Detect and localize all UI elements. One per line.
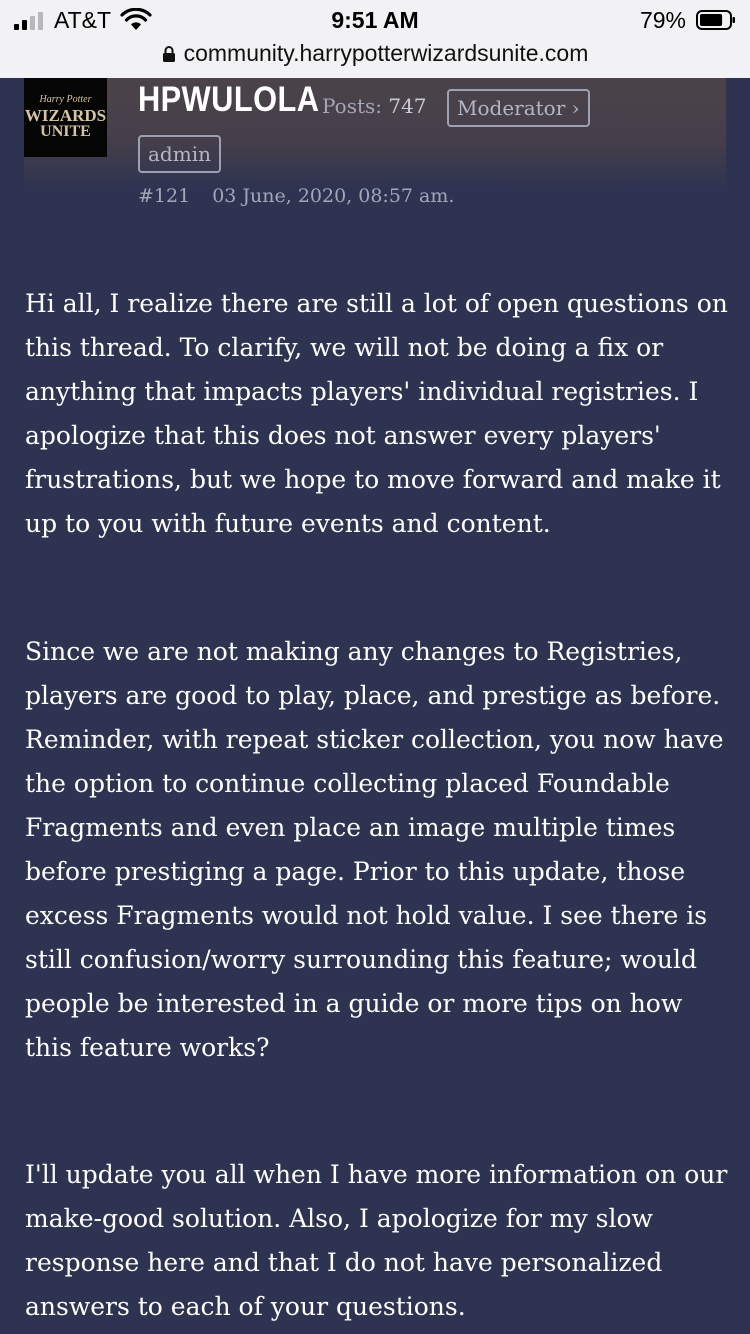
clock: 9:51 AM	[331, 7, 419, 33]
posts-count: 747	[388, 94, 427, 118]
post-meta	[138, 185, 454, 207]
battery-percent: 79%	[639, 7, 686, 33]
moderator-badge[interactable]: Moderator ›	[447, 89, 590, 127]
admin-badge: admin	[138, 135, 221, 173]
battery-icon	[696, 10, 736, 30]
post-count	[322, 94, 427, 118]
posts-label: Posts:	[322, 94, 382, 118]
avatar-logo-text: Harry Potter	[39, 94, 92, 105]
post-number-link[interactable]: #121	[138, 185, 191, 207]
avatar[interactable]	[24, 78, 107, 157]
post-date: 03 June, 2020, 08:57 am.	[212, 185, 455, 207]
url-text: community.harrypotterwizardsunite.com	[183, 40, 589, 66]
post-paragraph: I'll update you all when I have more information on our make-good solution. Also, I apologize for my slow response here and that I do not have personalized answers to each of your questions.	[25, 1160, 728, 1321]
avatar-logo-text: WIZARDS	[24, 106, 107, 125]
post-paragraph: Hi all, I realize there are still a lot of open questions on this thread. To clarify, we will not be doing a fix or anything that impacts players' individual registries. I apologize that this does not answer every players' frustrations, but we hope to move forward and make it up to you with future events and content.	[25, 289, 728, 538]
address-bar[interactable]	[0, 40, 750, 67]
avatar-logo-text: UNITE	[40, 123, 91, 140]
carrier-name: AT&T	[54, 7, 112, 33]
lock-icon	[162, 45, 176, 63]
status-bar	[0, 0, 750, 78]
post-paragraph: Since we are not making any changes to Registries, players are good to play, place, and prestige as before. Reminder, with repeat sticker collection, you now have the option to continue collecting placed Foundable Fragments and even place an image multiple times before prestiging a page. Prior to this update, those excess Fragments would not hold value. I see there is still confusion/worry surrounding this feature; would people be interested in a guide or more tips on how this feature works?	[25, 637, 724, 1062]
username-link[interactable]: HPWULOLA	[138, 80, 320, 119]
